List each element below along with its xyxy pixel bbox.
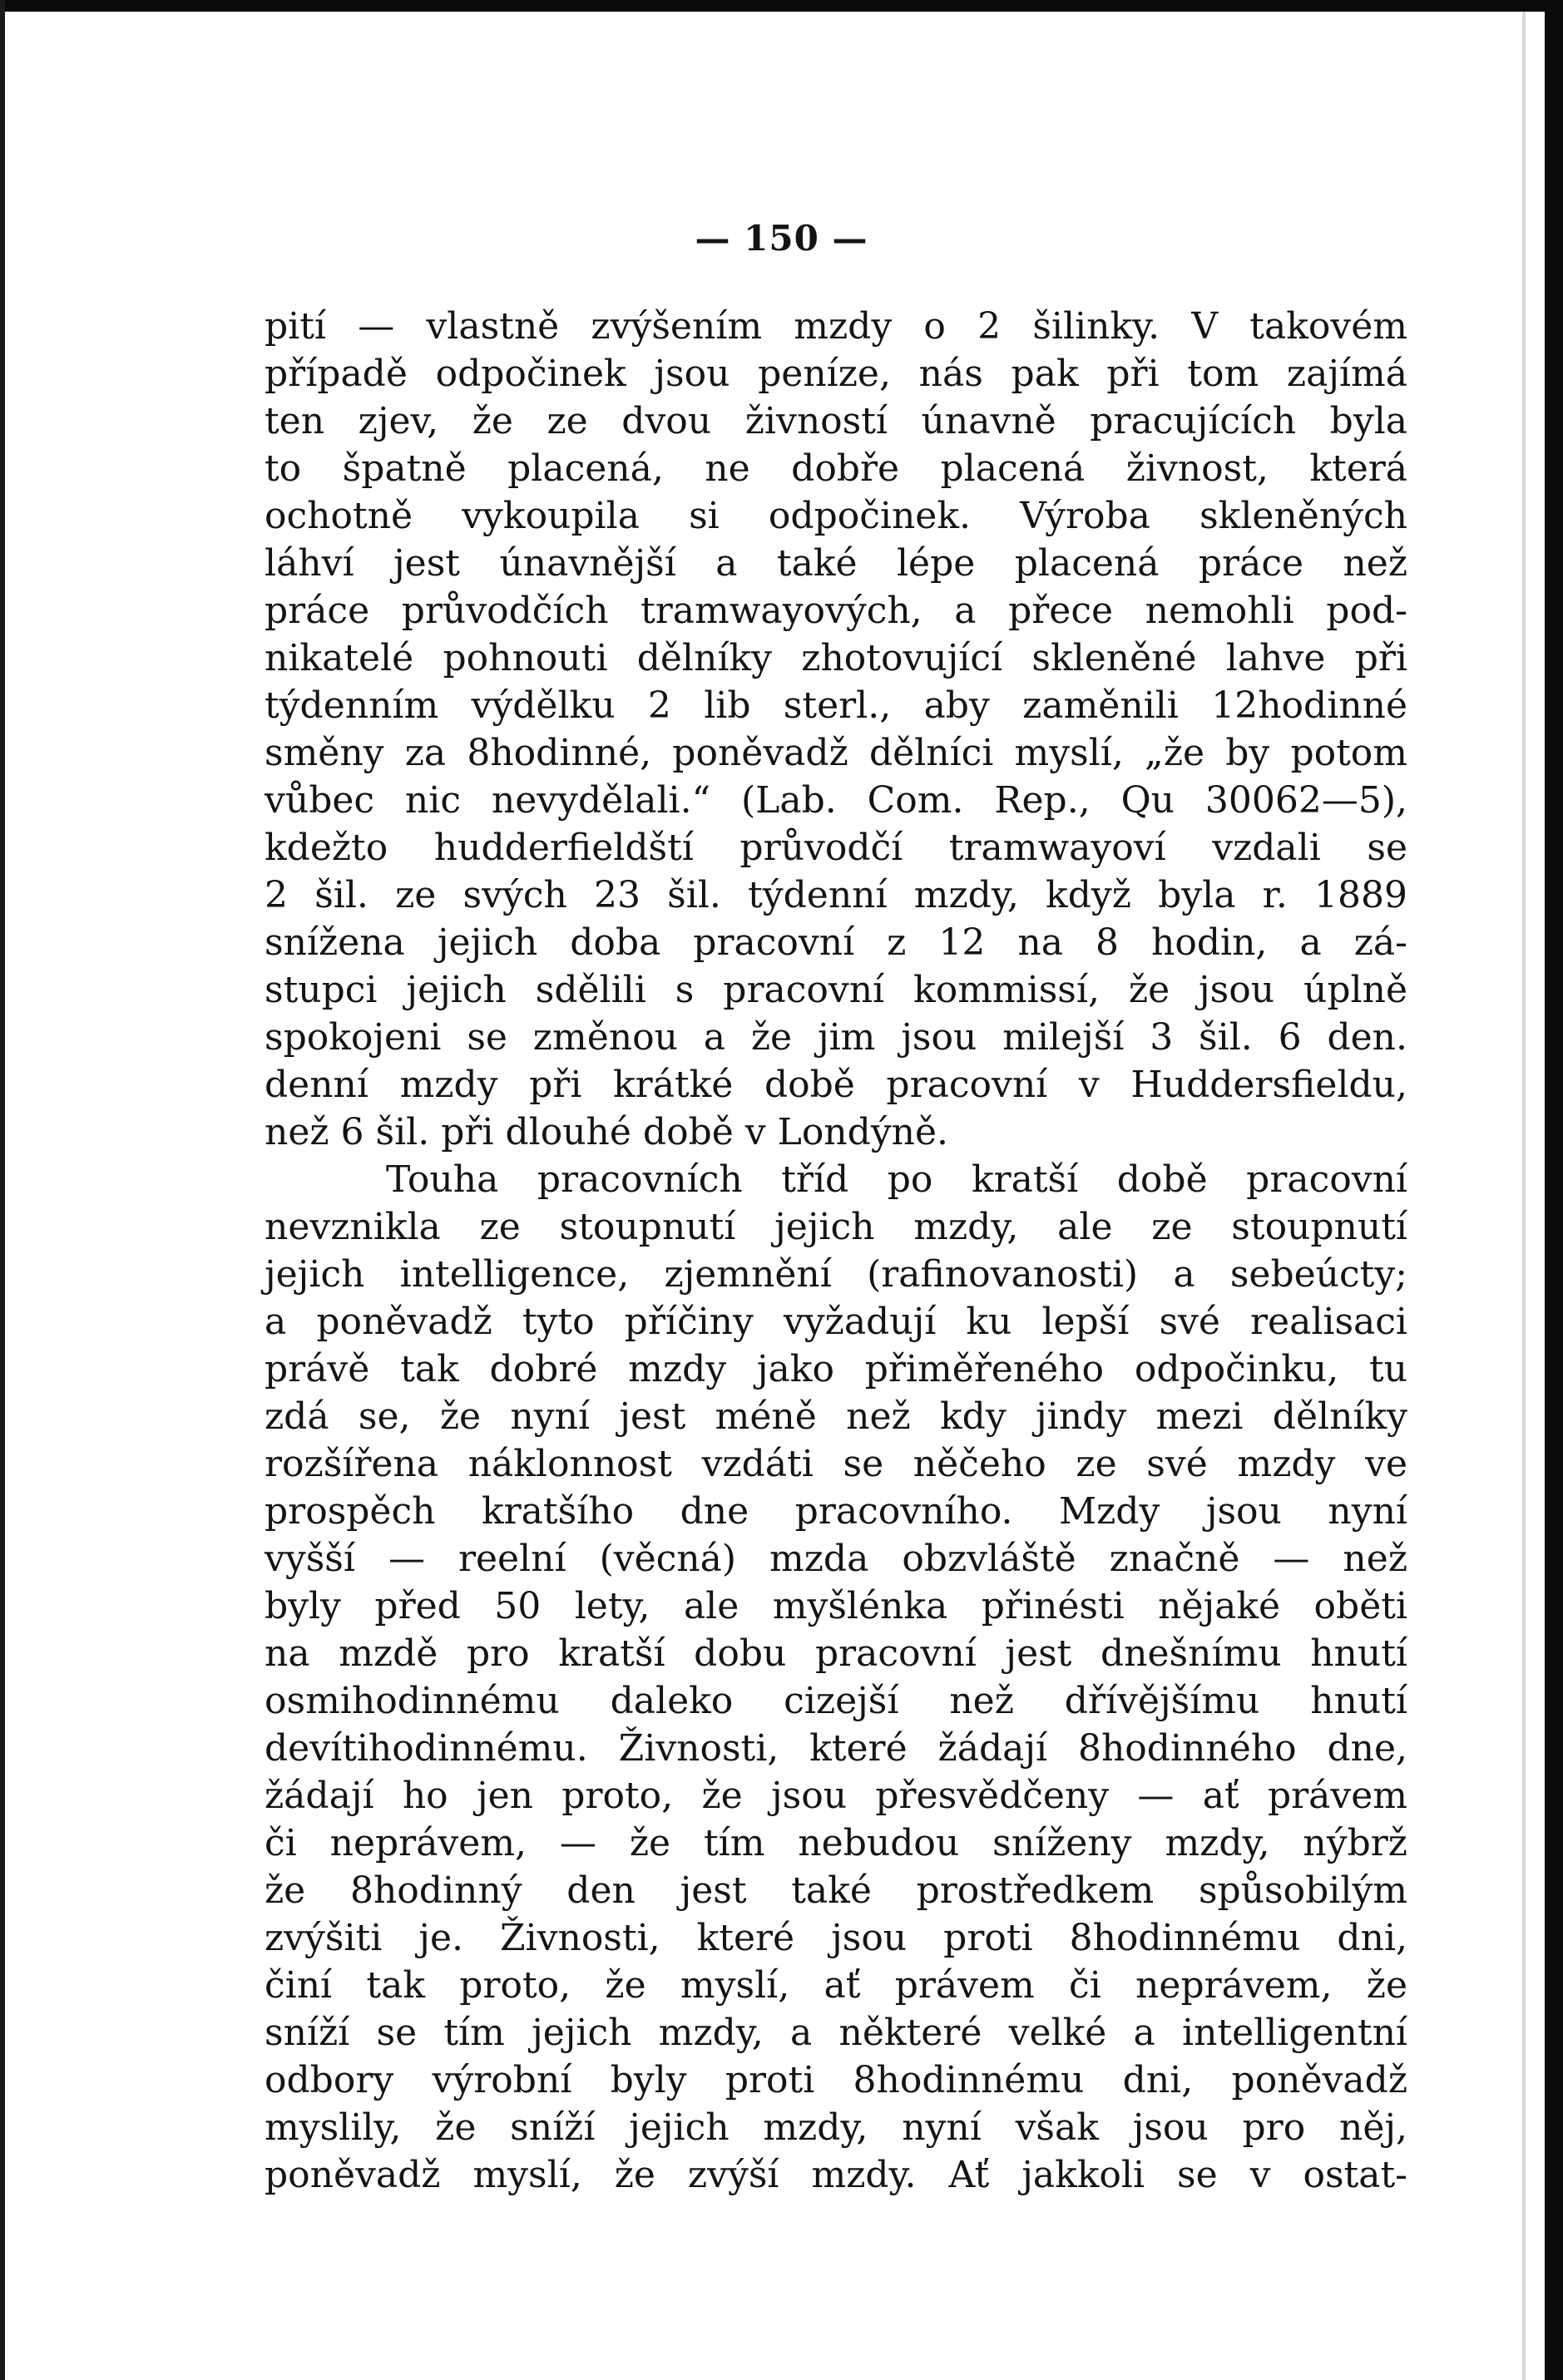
text-line: jejich intelligence, zjemnění (rafinovanosti) a sebeúcty;	[265, 1253, 1407, 1296]
paragraph-start-line: Touha pracovních tříd po kratší době pracovní	[386, 1158, 1407, 1201]
text-line: zvýšiti je. Živnosti, které jsou proti 8hodinnému dni,	[265, 1917, 1407, 1959]
text-line: právě tak dobré mzdy jako přiměřeného odpočinku, tu	[265, 1348, 1407, 1390]
text-line: týdenním výdělku 2 lib sterl., aby zaměnili 12hodinné	[265, 684, 1407, 727]
text-line: nevznikla ze stoupnutí jejich mzdy, ale ze stoupnutí	[265, 1206, 1407, 1248]
text-line: a poněvadž tyto příčiny vyžadují ku lepší své realisaci	[265, 1301, 1407, 1343]
scan-border-top	[0, 0, 1563, 12]
text-line: vůbec nic nevydělali.“ (Lab. Com. Rep., Qu 30062—5),	[265, 779, 1407, 822]
text-line: spokojeni se změnou a že jim jsou milejší 3 šil. 6 den.	[265, 1016, 1407, 1059]
text-line: poněvadž myslí, že zvýší mzdy. Ať jakkoli se v ostat-	[265, 2154, 1407, 2196]
page-number: — 150 —	[695, 218, 868, 259]
text-line: 2 šil. ze svých 23 šil. týdenní mzdy, když byla r. 1889	[265, 874, 1407, 916]
text-line: nikatelé pohnouti dělníky zhotovující skleněné lahve při	[265, 637, 1407, 679]
text-line: to špatně placená, ne dobře placená živnost, která	[265, 447, 1407, 490]
body-text	[265, 303, 1407, 2199]
text-line: odbory výrobní byly proti 8hodinnému dni, poněvadž	[265, 2059, 1407, 2101]
text-line: ochotně vykoupila si odpočinek. Výroba skleněných	[265, 495, 1407, 537]
text-line: pití — vlastně zvýšením mzdy o 2 šilinky. V takovém	[265, 305, 1407, 348]
text-line: směny za 8hodinné, poněvadž dělníci myslí, „že by potom	[265, 732, 1407, 774]
text-line: kdežto hudderfieldští průvodčí tramwayoví vzdali se	[265, 827, 1407, 869]
text-line: denní mzdy při krátké době pracovní v Huddersfieldu,	[265, 1064, 1407, 1106]
text-line: činí tak proto, že myslí, ať právem či neprávem, že	[265, 1964, 1407, 2007]
text-line: žádají ho jen proto, že jsou přesvědčeny — ať právem	[265, 1775, 1407, 1817]
text-line: že 8hodinný den jest také prostředkem spůsobilým	[265, 1869, 1407, 1912]
text-line: práce průvodčích tramwayových, a přece nemohli pod-	[265, 590, 1407, 632]
text-line: na mzdě pro kratší dobu pracovní jest dnešnímu hnutí	[265, 1632, 1407, 1675]
text-line: prospěch kratšího dne pracovního. Mzdy jsou nyní	[265, 1490, 1407, 1533]
scan-border-left	[0, 0, 5, 2380]
text-line: sníží se tím jejich mzdy, a některé velké a intelligentní	[265, 2012, 1407, 2054]
scan-border-right	[1545, 0, 1563, 2380]
text-line: osmihodinnému daleko cizejší než dřívějšímu hnutí	[265, 1680, 1407, 1722]
text-line: zdá se, že nyní jest méně než kdy jindy mezi dělníky	[265, 1395, 1407, 1438]
text-line: byly před 50 lety, ale myšlénka přinésti nějaké oběti	[265, 1585, 1407, 1627]
scan-shadow-edge	[1522, 12, 1526, 2380]
paragraph-end-line: než 6 šil. při dlouhé době v Londýně.	[265, 1111, 949, 1153]
text-line: myslily, že sníží jejich mzdy, nyní však jsou pro něj,	[265, 2106, 1407, 2149]
text-line: devítihodinnému. Živnosti, které žádají 8hodinného dne,	[265, 1727, 1407, 1770]
text-line: ten zjev, že ze dvou živností únavně pracujících byla	[265, 400, 1407, 442]
text-line: případě odpočinek jsou peníze, nás pak při tom zajímá	[265, 353, 1407, 395]
text-line: stupci jejich sdělili s pracovní kommissí, že jsou úplně	[265, 969, 1407, 1011]
text-line: rozšířena náklonnost vzdáti se něčeho ze své mzdy ve	[265, 1443, 1407, 1485]
text-line: snížena jejich doba pracovní z 12 na 8 hodin, a zá-	[265, 921, 1407, 964]
text-line: vyšší — reelní (věcná) mzda obzvláště značně — než	[265, 1538, 1407, 1580]
text-line: láhví jest únavnější a také lépe placená práce než	[265, 542, 1407, 585]
text-line: či neprávem, — že tím nebudou sníženy mzdy, nýbrž	[265, 1822, 1407, 1864]
